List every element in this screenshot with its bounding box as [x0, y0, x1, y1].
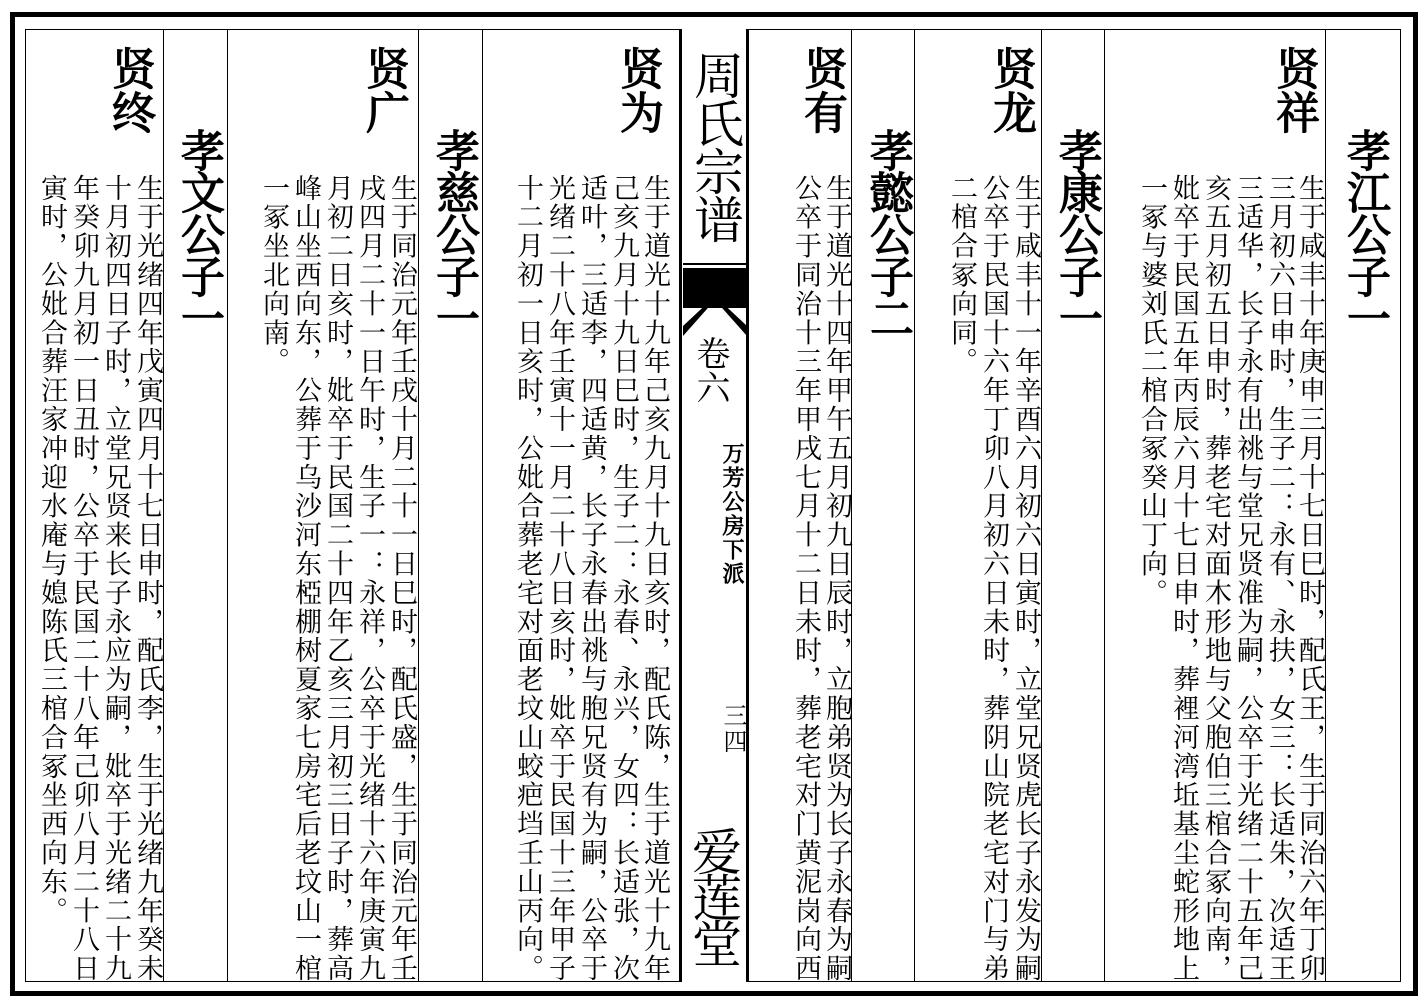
entry-text-line: 三适华，长子永有出祧与堂兄贤准为嗣，公卒于光绪二十五年己 [1232, 174, 1263, 984]
entry-text-line: 戌四月二十一日午时，生子一：永祥，公卒于光绪十六年庚寅九 [354, 174, 385, 984]
fish-tail-icon [683, 296, 747, 336]
entry-text-line: 生于道光十九年己亥九月十九日亥时，配氏陈，生于道光十九年 [639, 174, 670, 984]
generation-label: 孝文公子一 [173, 128, 224, 338]
entry-text-line: 生于咸丰十年庚申三月十七日巳时，配氏王，生于同治六年丁卯 [1294, 174, 1325, 984]
hall-name: 爱莲堂 [684, 826, 742, 964]
entry-text-line: 生于道光十四年甲午五月初九日辰时，立胞弟贤为长子永春为嗣 [821, 174, 852, 984]
column-divider [1041, 29, 1042, 982]
column-divider [914, 29, 915, 982]
entry-text-line: 亥五月初五日申时，葬老宅对面木形地与父胞伯三棺合冢向南， [1200, 174, 1231, 984]
entry-text-line: 三月初六日申时，生子二：永有、永扶，女三：长适朱，次适王 [1264, 174, 1295, 984]
entry-text-line: 适叶，三适李，四适黄，长子永春出祧与胞兄贤有为嗣，公卒于 [576, 174, 607, 984]
column-divider [227, 29, 228, 982]
entry-text-line: 寅时，公妣合葬汪家冲迎水庵与媳陈氏三棺合冢坐西向东。 [36, 174, 67, 926]
entry-text-line: 一冢坐北向南。 [258, 174, 289, 377]
entry-text-line: 妣卒于民国五年丙辰六月十七日申时，葬裡河湾坵基尘蛇形地上 [1168, 174, 1199, 984]
spine-border [746, 29, 749, 982]
column-divider [418, 29, 419, 982]
generation-label: 孝康公子一 [1051, 128, 1102, 338]
entry-name: 贤龙 [985, 46, 1036, 134]
column-divider [1325, 29, 1326, 982]
entry-text-line: 公卒于民国十六年丁卯八月初六日未时，葬阴山院老宅对门与弟 [978, 174, 1009, 984]
page-number: 三四 [719, 703, 747, 755]
entry-text-line: 光绪二十八年壬寅十一月二十八日亥时，妣卒于民国十三年甲子 [544, 174, 575, 984]
entry-text-line: 峰山坐西向东，公葬于乌沙河东椏棚树夏家七房宅后老坟山一棺 [290, 174, 321, 984]
entry-text-line: 生于同治元年壬戌十月二十一日巳时，配氏盛，生于同治元年壬 [386, 174, 417, 984]
entry-name: 贤广 [358, 46, 409, 134]
spine-rule [683, 263, 747, 265]
entry-text-line: 一冢与婆刘氏二棺合冢癸山丁向。 [1136, 174, 1167, 608]
entry-text-line: 十二月初一日亥时，公妣合葬老宅对面老坟山蛟疤垱壬山丙向。 [512, 174, 543, 984]
generation-label: 孝慈公子一 [428, 128, 479, 338]
genealogy-title: 周氏宗谱 [686, 50, 744, 242]
spine-border [679, 29, 682, 982]
column-divider [163, 29, 164, 982]
entry-name: 贤终 [104, 46, 155, 134]
entry-text-line: 月初二日亥时，妣卒于民国二十四年乙亥三月初三日子时，葬高 [322, 174, 353, 984]
entry-text-line: 公卒于同治十三年甲戌七月十二日未时，葬老宅对门黄泥岗向西 [790, 174, 821, 984]
entry-text-line: 年癸卯九月初一日丑时，公卒于民国二十八年己卯八月二十八日 [68, 174, 99, 984]
entry-text-line: 己亥九月十九日巳时，生子二：永春、永兴，女四：长适张，次 [608, 174, 639, 984]
entry-name: 贤祥 [1268, 46, 1319, 134]
entry-text-line: 二棺合冢向同。 [946, 174, 977, 377]
column-divider [482, 29, 483, 982]
generation-label: 孝懿公子二 [862, 128, 913, 338]
entry-text-line: 十月初四日子时，立堂兄贤来长子永应为嗣，妣卒于光绪二十九 [100, 174, 131, 984]
entry-name: 贤有 [796, 46, 847, 134]
column-divider [1104, 29, 1105, 982]
volume-label: 卷六 [690, 336, 730, 404]
generation-label: 孝江公子一 [1339, 128, 1390, 338]
entry-text-line: 生于咸丰十一年辛酉六月初六日寅时，立堂兄贤虎长子永发为嗣 [1010, 174, 1041, 984]
entry-text-line: 生于光绪四年戊寅四月十七日申时，配氏李，生于光绪九年癸未 [132, 174, 163, 984]
branch-label: 万芳公房下派 [719, 442, 745, 586]
entry-name: 贤为 [612, 46, 663, 134]
